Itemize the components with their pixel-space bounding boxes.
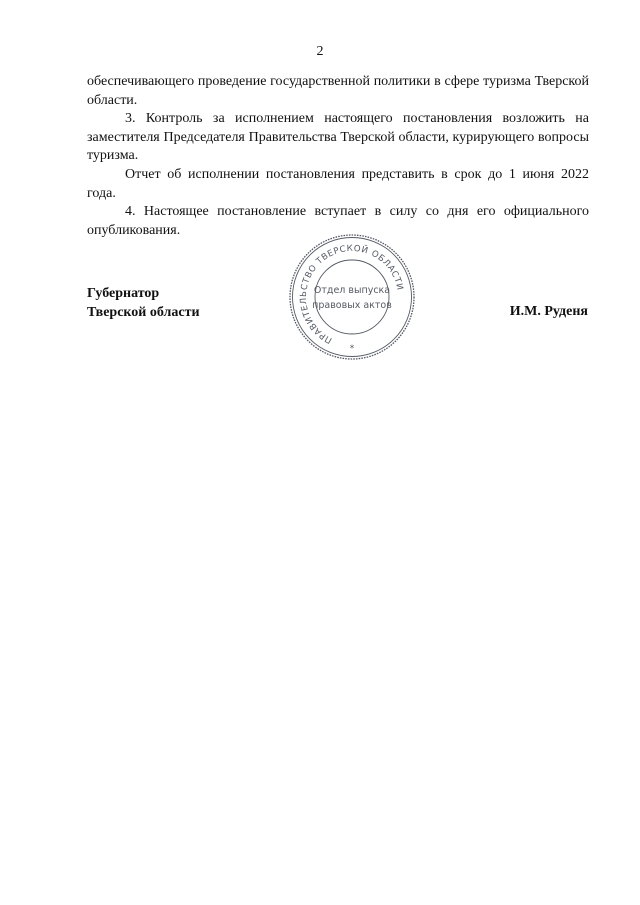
paragraph-effective: 4. Настоящее постановление вступает в силу со дня его официального опубликования.: [87, 204, 589, 238]
seal-ring-text: ПРАВИТЕЛЬСТВО ТВЕРСКОЙ ОБЛАСТИ: [298, 243, 405, 345]
seal-center-line1: Отдел выпуска: [313, 285, 391, 296]
paragraph-continuation: обеспечивающего проведение государственной политики в сфере туризма Тверской области.: [87, 74, 589, 108]
signer-title: [87, 285, 200, 322]
paragraph-control: 3. Контроль за исполнением настоящего постановления возложить на заместителя Председателя Правительства Тверской области, курирующего вопросы туризма.: [87, 111, 589, 164]
paragraph-report: Отчет об исполнении постановления представить в срок до 1 июня 2022 года.: [87, 166, 589, 201]
signer-title-line1: Губернатор: [87, 286, 160, 301]
seal-star-icon: *: [349, 344, 355, 354]
signer-name: И.М. Руденя: [509, 304, 588, 319]
page-number: 2: [316, 44, 324, 59]
seal-graphic: [288, 233, 416, 361]
official-seal: [288, 233, 416, 361]
document-body: [87, 73, 589, 240]
signer-title-line2: Тверской области: [87, 304, 200, 320]
seal-center-line2: правовых актов: [312, 300, 392, 311]
